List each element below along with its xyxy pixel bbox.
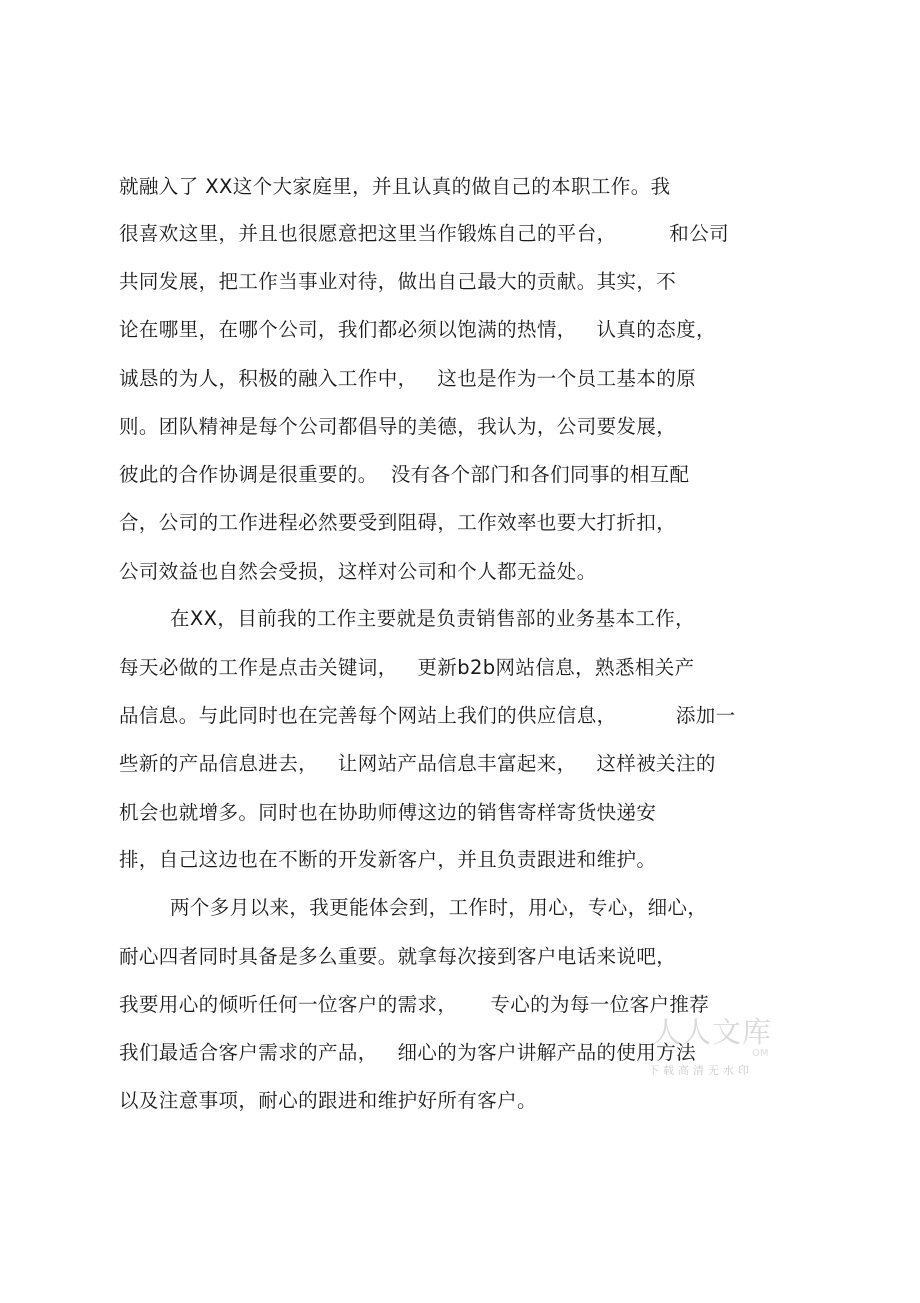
watermark-title: 人人文库 bbox=[652, 1015, 773, 1049]
text-line: 就融入了 XX这个大家庭里，并且认真的做自己的本职工作。我 bbox=[119, 175, 671, 198]
text-line: 论在哪里，在哪个公司，我们都必须以饱满的热情， 认真的态度， bbox=[119, 318, 716, 341]
text-line: 以及注意事项，耐心的跟进和维护好所有客户。 bbox=[119, 1089, 537, 1112]
text-line: 很喜欢这里，并且也很愿意把这里当作锻炼自己的平台， 和公司 bbox=[119, 222, 729, 245]
paragraph-first-line: 两个多月以来，我更能体会到，工作时，用心，专心，细心， bbox=[170, 896, 708, 919]
text-line: 我要用心的倾听任何一位客户的需求， 专心的为每一位客户推荐 bbox=[119, 993, 710, 1016]
text-line: 些新的产品信息进去， 让网站产品信息丰富起来， 这样被关注的 bbox=[119, 752, 716, 775]
text-line: 品信息。与此同时也在完善每个网站上我们的供应信息， 添加一 bbox=[119, 704, 736, 727]
watermark-suffix: OM bbox=[752, 1048, 769, 1059]
paragraph-first-line: 在XX，目前我的工作主要就是负责销售部的业务基本工作， bbox=[170, 607, 696, 630]
text-line: 耐心四者同时具备是多么重要。就拿每次接到客户电话来说吧， bbox=[119, 945, 677, 968]
watermark-logo bbox=[648, 1010, 778, 1080]
text-line: 则。团队精神是每个公司都倡导的美德，我认为，公司要发展， bbox=[119, 415, 677, 438]
text-line: 共同发展，把工作当事业对待，做出自己最大的贡献。其实，不 bbox=[119, 270, 677, 293]
text-line: 机会也就增多。同时也在协助师傅这边的销售寄样寄货快递安 bbox=[119, 801, 657, 824]
text-line: 公司效益也自然会受损，这样对公司和个人都无益处。 bbox=[119, 560, 597, 583]
text-line: 彼此的合作协调是很重要的。 没有各个部门和各们同事的相互配 bbox=[119, 463, 690, 486]
text-line: 合，公司的工作进程必然要受到阻碍，工作效率也要大打折扣， bbox=[119, 511, 677, 534]
text-line: 诚恳的为人，积极的融入工作中， 这也是作为一个员工基本的原 bbox=[119, 367, 696, 390]
text-line: 排，自己这边也在不断的开发新客户，并且负责跟进和维护。 bbox=[119, 848, 657, 871]
text-line: 我们最适合客户需求的产品， 细心的为客户讲解产品的使用方法 bbox=[119, 1041, 696, 1064]
watermark-subtitle: 下载高清无水印 bbox=[648, 1064, 753, 1077]
text-line: 每天必做的工作是点击关键词， 更新b2b网站信息，熟悉相关产 bbox=[119, 656, 695, 679]
